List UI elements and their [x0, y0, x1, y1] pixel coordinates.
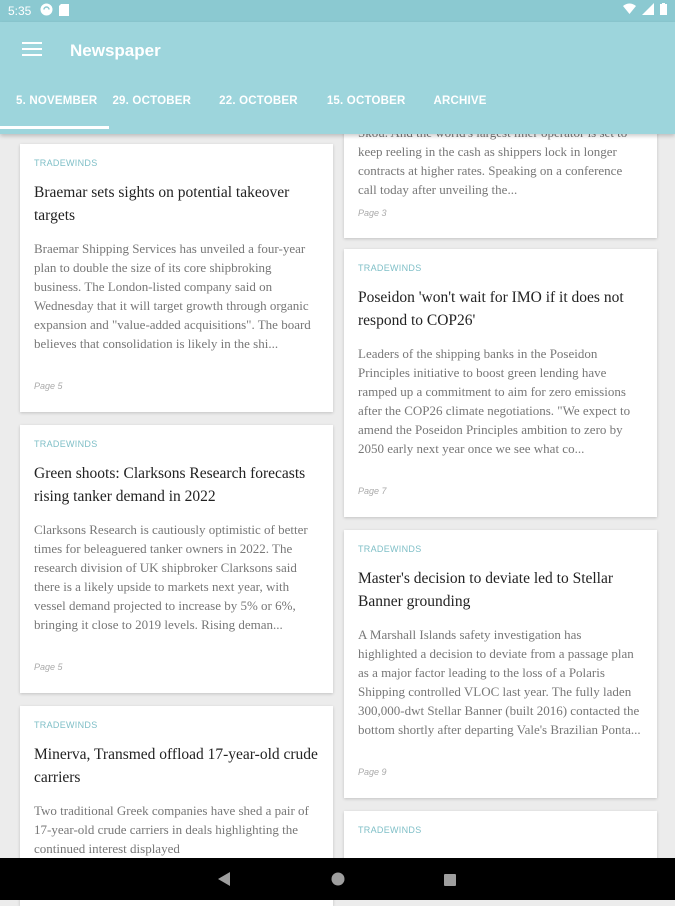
tab-15-october[interactable]: 15. OCTOBER — [326, 95, 406, 107]
article-card[interactable] — [20, 425, 333, 693]
back-icon[interactable] — [218, 872, 231, 891]
menu-icon[interactable] — [22, 42, 42, 58]
article-excerpt: A Marshall Islands safety investigation has highlighted a decision to deviate from a passage plan as a major factor leading to the loss of a Polaris Shipping controlled VLOC last year. The fully laden 300,000-dwt Stellar Banner (built 2016) contacted the bottom shortly after departing Vale's Brazilian Ponta... — [358, 627, 641, 737]
article-excerpt: Braemar Shipping Services has unveiled a four-year plan to double the size of its core shipbroking business. The London-listed company said on Wednesday that it will target growth through organic expansion and "value-added acquisitions". The board believes that consolidation is likely in the shi... — [34, 241, 311, 351]
battery-icon — [660, 3, 667, 18]
tab-5-november[interactable]: 5. NOVEMBER — [0, 88, 109, 134]
article-page: Page 7 — [358, 486, 387, 496]
sync-icon — [40, 3, 53, 19]
tab-22-october[interactable]: 22. OCTOBER — [219, 95, 298, 107]
article-excerpt: keep reeling in the cash as shippers lock in longer contracts at higher rates. Speaking on a conference call today after unveiling the... — [358, 144, 623, 197]
article-page: Page 5 — [34, 381, 63, 391]
article-source: TRADEWINDS — [34, 720, 98, 730]
sd-card-icon — [59, 4, 69, 19]
app-title: Newspaper — [70, 41, 161, 60]
article-excerpt: Clarksons Research is cautiously optimistic of better times for beleaguered tanker owners in 2022. The research division of UK shipbroker Clarksons said there is a likely upside to markets next year, with vessel demand projected to increase by 5% or 6%, bringing it close to 2019 levels. Rising deman... — [34, 522, 308, 632]
app-bar — [0, 22, 675, 134]
signal-icon — [642, 3, 654, 18]
article-headline: Braemar sets sights on potential takeover targets — [34, 184, 290, 224]
article-headline: Poseidon 'won't wait for IMO if it does not respond to COP26' — [358, 289, 624, 329]
article-card[interactable] — [344, 249, 657, 517]
article-source: TRADEWINDS — [34, 439, 98, 449]
article-card[interactable] — [344, 530, 657, 798]
article-source: TRADEWINDS — [34, 158, 98, 168]
article-page: Page 5 — [34, 662, 63, 672]
tab-29-october[interactable]: 29. OCTOBER — [112, 95, 192, 107]
article-feed — [0, 134, 675, 858]
status-bar — [0, 0, 675, 22]
home-icon[interactable] — [331, 872, 345, 891]
article-headline: Green shoots: Clarksons Research forecasts rising tanker demand in 2022 — [34, 465, 306, 505]
article-source: TRADEWINDS — [358, 825, 422, 835]
article-source: TRADEWINDS — [358, 263, 422, 273]
wifi-icon — [623, 3, 636, 18]
article-excerpt: Leaders of the shipping banks in the Poseidon Principles initiative to boost green lending have ramped up a commitment to aim for zero emissions after the COP26 climate negotiations. "We expect to amend the Poseidon Principles ambition to zero by 2050 early next year once we see what co... — [358, 346, 631, 456]
article-page: Page 9 — [358, 767, 387, 777]
tab-bar — [0, 88, 487, 134]
recents-icon[interactable] — [444, 873, 456, 891]
article-source: TRADEWINDS — [358, 544, 422, 554]
article-excerpt: Two traditional Greek companies have shed a pair of 17-year-old crude carriers in deals highlighting the continued interest displayed — [34, 803, 309, 856]
article-headline: Master's decision to deviate led to Stellar Banner grounding — [358, 570, 614, 610]
article-page: Page 3 — [358, 208, 387, 218]
system-nav-bar — [0, 858, 675, 900]
status-time: 5:35 — [8, 4, 32, 18]
article-card[interactable] — [20, 144, 333, 412]
article-headline: Minerva, Transmed offload 17-year-old crude carriers — [34, 746, 318, 786]
tab-archive[interactable]: ARCHIVE — [433, 95, 487, 107]
